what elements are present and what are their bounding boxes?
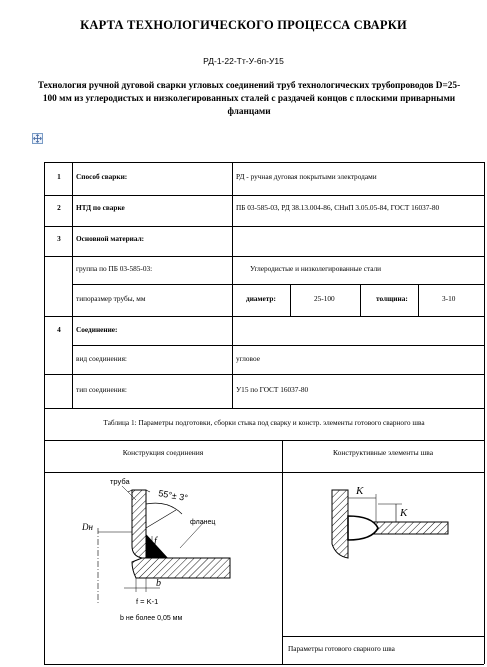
- outer-diameter-label: Dн: [82, 522, 93, 532]
- b-gap-label: b: [156, 578, 161, 589]
- base-material-label: Основной материал:: [76, 234, 145, 243]
- material-group-value: Углеродистые и низколегированные стали: [250, 264, 382, 273]
- row-number: 3: [57, 234, 61, 243]
- flange-label: фланец: [190, 519, 216, 526]
- document-description: Технология ручной дуговой сварки угловых соединений труб технологических трубопроводов D=25-100 мм из углеродистых и низколегированных сталей с раздачей концов с плоскими приварными фланцами: [37, 81, 461, 117]
- angle-label: 55°± 3°: [157, 488, 189, 504]
- material-group-label: группа по ПБ 03-585-03:: [76, 264, 153, 273]
- row-number: 1: [57, 172, 61, 181]
- diameter-label: диаметр:: [246, 294, 276, 303]
- column-header-elements: Конструктивные элементы шва: [332, 448, 434, 457]
- joint-kind-label: вид соединения:: [76, 354, 127, 363]
- joint-kind-value: угловое: [236, 354, 260, 363]
- row-number: 2: [57, 203, 61, 212]
- weld-parameters-label: Параметры готового сварного шва: [288, 644, 395, 653]
- f-formula: f = K-1: [136, 597, 159, 606]
- k-leg-horizontal-label: K: [356, 485, 364, 497]
- document-code: РД-1-22-Тт-У-6п-У15: [203, 56, 284, 66]
- welding-method-value: РД - ручная дуговая покрытыми электродами: [236, 172, 377, 181]
- pipe-label: труба: [110, 477, 130, 486]
- table-caption: Таблица 1: Параметры подготовки, сборки стыка под сварку и констр. элементы готового сварного шва: [103, 418, 425, 427]
- welding-method-label: Способ сварки:: [76, 172, 128, 181]
- joint-construction-drawing: [80, 474, 250, 624]
- ntd-value: ПБ 03-585-03, РД 38.13.004-86, СНиП 3.05.05-84, ГОСТ 16037-80: [236, 203, 440, 212]
- diameter-value: 25-100: [314, 294, 335, 303]
- ntd-label: НТД по сварке: [76, 203, 125, 212]
- column-header-construction: Конструкция соединения: [122, 448, 204, 457]
- weld-elements-drawing: [318, 476, 468, 576]
- joint-label: Соединение:: [76, 325, 118, 334]
- joint-type-value: У15 по ГОСТ 16037-80: [236, 385, 309, 394]
- document-title: КАРТА ТЕХНОЛОГИЧЕСКОГО ПРОЦЕССА СВАРКИ: [80, 18, 407, 32]
- thickness-label: толщина:: [376, 294, 408, 303]
- table-move-handle-icon[interactable]: [32, 133, 43, 144]
- thickness-value: 3-10: [442, 294, 456, 303]
- pipe-size-label: типоразмер трубы, мм: [76, 294, 146, 303]
- f-dimension-label: f: [154, 536, 157, 547]
- joint-type-label: тип соединения:: [76, 385, 127, 394]
- row-number: 4: [57, 325, 61, 334]
- gap-note: b не более 0,05 мм: [120, 615, 183, 622]
- k-leg-vertical-label: K: [400, 507, 408, 519]
